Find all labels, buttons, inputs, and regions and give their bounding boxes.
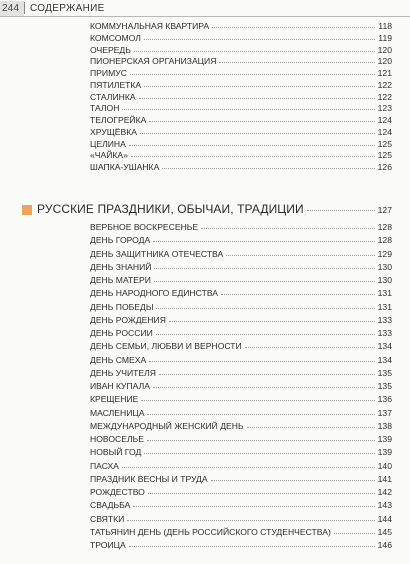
dot-leader <box>169 313 375 322</box>
toc-entry-page: 124 <box>377 126 392 137</box>
dot-leader <box>122 459 375 468</box>
toc-entry-title: ДЕНЬ МАТЕРИ <box>90 275 151 285</box>
toc-entry-title: ВЕРБНОЕ ВОСКРЕСЕНЬЕ <box>90 222 199 232</box>
toc-entry-title: ДЕНЬ УЧИТЕЛЯ <box>90 367 156 378</box>
toc-entry-title: КОМСОМОЛ <box>90 32 141 43</box>
toc-entry-title: ДЕНЬ РОССИИ <box>90 328 153 338</box>
toc-entry-page: 128 <box>377 235 392 246</box>
dot-leader <box>221 286 375 295</box>
dot-leader <box>127 512 374 521</box>
toc-entry-page: 130 <box>377 261 392 272</box>
toc-entry-title: НОВОСЕЛЬЕ <box>90 434 144 444</box>
dot-leader <box>245 339 375 348</box>
toc-entry-title: ШАПКА-УШАНКА <box>90 162 160 172</box>
toc-entry-title: ПРИМУС <box>90 68 127 78</box>
toc-entry-page: 121 <box>377 68 392 78</box>
toc-entry-title: ТАЛОН <box>90 103 120 114</box>
toc-entry-page: 144 <box>377 513 392 524</box>
toc-entry-page: 128 <box>377 222 392 232</box>
dot-leader <box>156 300 374 309</box>
toc-entry[interactable] <box>90 499 392 512</box>
toc-entry-title: ЦЕЛИНА <box>90 138 126 149</box>
toc-entry[interactable] <box>90 221 392 234</box>
toc-entry-page: 140 <box>377 460 392 471</box>
dot-leader <box>122 101 374 110</box>
toc-entry-title: ДЕНЬ ЗАЩИТНИКА ОТЕЧЕСТВА <box>90 248 224 259</box>
toc-entry-page: 143 <box>377 500 392 511</box>
toc-entry-page: 141 <box>377 473 392 484</box>
dot-leader <box>147 432 375 441</box>
toc-entry-page: 136 <box>377 394 392 405</box>
toc-entry-title: РОЖДЕСТВО <box>90 487 145 497</box>
toc-entry[interactable] <box>90 161 392 174</box>
dot-leader <box>153 233 374 242</box>
toc-entry[interactable] <box>90 446 392 459</box>
toc-entry-title: ОЧЕРЕДЬ <box>90 44 131 55</box>
dot-leader <box>334 525 375 534</box>
dot-leader <box>247 419 375 428</box>
toc-entry-page: 124 <box>377 115 392 125</box>
dot-leader <box>140 125 375 134</box>
toc-entry[interactable] <box>90 274 392 287</box>
toc-entry-page: 134 <box>377 341 392 352</box>
toc-section-heading[interactable] <box>22 202 392 218</box>
dot-leader <box>144 78 374 87</box>
toc-entry-page: 139 <box>377 447 392 458</box>
page-header <box>0 0 410 18</box>
dot-leader <box>149 353 374 362</box>
dot-leader <box>154 273 375 282</box>
toc-entry-page: 129 <box>377 248 392 259</box>
toc-entry-title: ДЕНЬ ПОБЕДЫ <box>90 301 154 312</box>
toc-entry-title: ТАТЬЯНИН ДЕНЬ (ДЕНЬ РОССИЙСКОГО СТУДЕНЧЕСТВА) <box>90 526 331 537</box>
toc-entry-title: ПРАЗДНИК ВЕСНЫ И ТРУДА <box>90 473 208 484</box>
toc-entry-page: 145 <box>377 526 392 537</box>
toc-entry[interactable] <box>90 513 392 526</box>
toc-entry[interactable] <box>90 433 392 446</box>
toc-entry-title: ДЕНЬ СМЕХА <box>90 354 147 365</box>
toc-entry[interactable] <box>90 539 392 552</box>
section-marker-icon <box>22 205 32 215</box>
toc-entry-page: 130 <box>377 275 392 285</box>
toc-entry-page: 120 <box>377 56 392 67</box>
dot-leader <box>141 392 374 401</box>
toc-entry[interactable] <box>90 234 392 247</box>
dot-leader <box>154 260 374 269</box>
dot-leader <box>129 137 375 146</box>
toc-entry[interactable] <box>90 287 392 300</box>
dot-leader <box>211 472 375 481</box>
toc-entry[interactable] <box>90 354 392 367</box>
dot-leader <box>162 160 374 169</box>
dot-leader <box>131 148 375 157</box>
toc-entry-title: ТЕЛОГРЕЙКА <box>90 115 147 125</box>
toc-entry-title: КОММУНАЛЬНАЯ КВАРТИРА <box>90 21 210 31</box>
toc-entry-title: МЕЖДУНАРОДНЫЙ ЖЕНСКИЙ ДЕНЬ <box>90 420 244 431</box>
page-number: 244 <box>0 1 24 16</box>
toc-entry[interactable] <box>90 407 392 420</box>
toc-entry-page: 122 <box>377 91 392 102</box>
toc-entry[interactable] <box>90 460 392 473</box>
toc-entry-title: ИВАН КУПАЛА <box>90 381 150 391</box>
dot-leader <box>307 201 375 211</box>
toc-entry-title: «ЧАЙКА» <box>90 150 128 161</box>
toc-entry[interactable] <box>90 327 392 340</box>
section-heading-page: 127 <box>377 205 392 215</box>
toc-entry-page: 125 <box>377 150 392 161</box>
toc-entry-page: 131 <box>377 301 392 312</box>
toc-entry-title: ПЯТИЛЕТКА <box>90 79 142 90</box>
dot-leader <box>159 366 375 375</box>
dot-leader <box>156 326 375 335</box>
dot-leader <box>212 19 375 28</box>
dot-leader <box>144 445 374 454</box>
header-rule <box>0 16 410 17</box>
toc-entry-page: 119 <box>378 32 392 43</box>
toc-entry-title: ДЕНЬ ГОРОДА <box>90 235 151 246</box>
toc-entry-title: МАСЛЕНИЦА <box>90 407 145 418</box>
toc-entry-page: 135 <box>377 367 392 378</box>
dot-leader <box>201 220 374 229</box>
toc-entry-page: 146 <box>377 540 392 550</box>
toc-entry-page: 139 <box>377 434 392 444</box>
toc-entry-page: 120 <box>377 44 392 55</box>
header-separator <box>24 2 25 14</box>
toc-entry-page: 123 <box>377 103 392 114</box>
toc-entry-title: СВАДЬБА <box>90 500 131 511</box>
toc-entry-page: 133 <box>377 328 392 338</box>
toc-entry[interactable] <box>90 526 392 539</box>
toc-entry-title: ХРУЩЁВКА <box>90 126 137 137</box>
toc-entry[interactable] <box>90 393 392 406</box>
dot-leader <box>130 66 375 75</box>
toc-entry-title: ДЕНЬ СЕМЬИ, ЛЮБВИ И ВЕРНОСТИ <box>90 341 242 352</box>
toc-entry-page: 131 <box>377 288 392 299</box>
toc-entry-page: 126 <box>377 162 392 172</box>
toc-entry[interactable] <box>90 248 392 261</box>
toc-entry-page: 125 <box>377 138 392 149</box>
toc-entry-title: ПИОНЕРСКАЯ ОРГАНИЗАЦИЯ <box>90 56 217 67</box>
dot-leader <box>144 31 375 40</box>
toc-entry-page: 122 <box>377 79 392 90</box>
toc-entry-title: ДЕНЬ ЗНАНИЙ <box>90 261 152 272</box>
toc-entry-title: СВЯТКИ <box>90 513 125 524</box>
dot-leader <box>153 379 375 388</box>
section-heading-title: РУССКИЕ ПРАЗДНИКИ, ОБЫЧАИ, ТРАДИЦИИ <box>37 202 304 216</box>
toc-entry-page: 137 <box>377 407 392 418</box>
dot-leader <box>149 113 374 122</box>
toc-entry-page: 142 <box>377 487 392 497</box>
toc-entry-title: НОВЫЙ ГОД <box>90 447 142 458</box>
toc-entry[interactable] <box>90 380 392 393</box>
dot-leader <box>129 538 375 547</box>
toc-entry-title: ПАСХА <box>90 460 119 471</box>
dot-leader <box>147 406 374 415</box>
toc-entry[interactable] <box>90 261 392 274</box>
toc-entry[interactable] <box>90 486 392 499</box>
dot-leader <box>134 43 375 52</box>
toc-entry-page: 135 <box>377 381 392 391</box>
toc-entry[interactable] <box>90 314 392 327</box>
toc-entry[interactable] <box>90 367 392 380</box>
dot-leader <box>139 90 375 99</box>
toc-entry[interactable] <box>90 301 392 314</box>
toc-entry[interactable] <box>90 340 392 353</box>
toc-entry[interactable] <box>90 473 392 486</box>
toc-entry-title: ДЕНЬ РОЖДЕНИЯ <box>90 314 166 325</box>
dot-leader <box>133 498 374 507</box>
dot-leader <box>219 54 374 63</box>
toc-entry-title: СТАЛИНКА <box>90 91 136 102</box>
dot-leader <box>226 247 374 256</box>
toc-entry-title: ТРОИЦА <box>90 540 126 550</box>
toc-entry-page: 133 <box>377 314 392 325</box>
toc-entry-title: ДЕНЬ НАРОДНОГО ЕДИНСТВА <box>90 288 218 299</box>
toc-entry[interactable] <box>90 420 392 433</box>
toc-entry-page: 118 <box>378 21 392 31</box>
section-title: СОДЕРЖАНИЕ <box>30 3 105 14</box>
dot-leader <box>148 485 375 494</box>
toc-entry-title: КРЕЩЕНИЕ <box>90 394 139 405</box>
toc-entry-page: 138 <box>377 420 392 431</box>
toc-entry-page: 134 <box>377 354 392 365</box>
